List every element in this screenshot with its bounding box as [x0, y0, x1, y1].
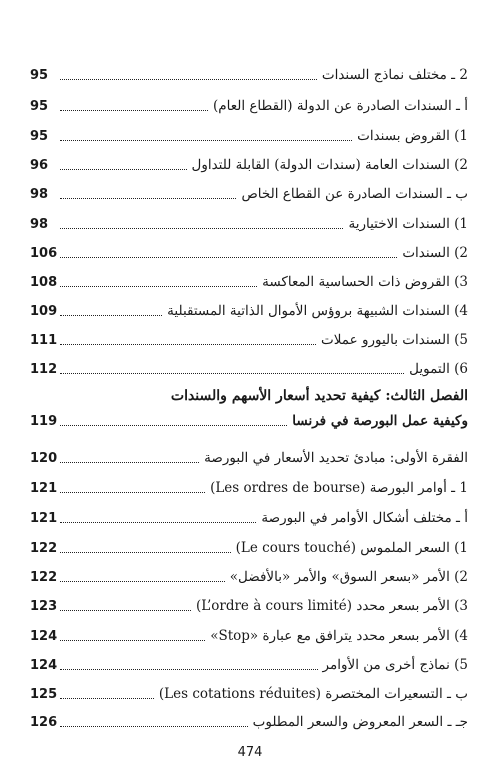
page-number: 474 — [237, 745, 263, 760]
toc-entry-text: 1) القروض بسندات — [357, 128, 468, 144]
toc-entry — [30, 297, 468, 321]
toc-page-number: 124 — [30, 658, 58, 673]
toc-entry — [30, 180, 468, 204]
toc-entry-text: 2) السندات العامة (سندات الدولة) القابلة للتداول — [191, 157, 468, 173]
toc-page-number: 121 — [30, 511, 58, 526]
toc-entry-text: 4) الأمر بسعر محدد يترافق مع عبارة «Stop» — [210, 628, 468, 644]
leader-dots — [60, 552, 231, 553]
leader-dots — [60, 462, 199, 463]
toc-entry — [30, 504, 468, 528]
toc-page-number: 124 — [30, 629, 58, 644]
toc-entry — [30, 474, 468, 498]
leader-dots — [60, 581, 225, 582]
toc-entry — [30, 407, 468, 431]
toc-page-number: 119 — [30, 414, 58, 429]
leader-dots — [60, 79, 317, 80]
toc-entry-text: ب ـ التسعيرات المختصرة (Les cotations réduites) — [158, 686, 468, 702]
leader-dots — [60, 425, 287, 426]
toc-entry — [30, 122, 468, 146]
toc-entry-text: أ ـ السندات الصادرة عن الدولة (القطاع العام) — [212, 98, 468, 114]
toc-page-number: 126 — [30, 715, 58, 730]
toc-entry — [30, 355, 468, 379]
toc-page-number: 108 — [30, 275, 58, 290]
toc-entry — [30, 563, 468, 587]
toc-entry — [30, 680, 468, 704]
toc-entry — [30, 592, 468, 616]
leader-dots — [60, 698, 154, 699]
chapter-heading: الفصل الثالث: كيفية تحديد أسعار الأسهم والسندات — [170, 388, 468, 404]
toc-page-number: 122 — [30, 570, 58, 585]
toc-entry — [30, 708, 468, 732]
toc-entry-text: ب ـ السندات الصادرة عن القطاع الخاص — [241, 186, 468, 202]
toc-entry — [30, 239, 468, 263]
toc-entry-text: أ ـ مختلف أشكال الأوامر في البورصة — [261, 510, 468, 526]
toc-page-number: 106 — [30, 246, 58, 261]
toc-page-number: 98 — [30, 187, 49, 202]
toc-entry — [30, 651, 468, 675]
toc-page-number: 112 — [30, 362, 58, 377]
leader-dots — [60, 669, 318, 670]
leader-dots — [60, 315, 162, 316]
toc-entry — [30, 92, 468, 116]
toc-entry-text: 6) التمويل — [409, 361, 468, 377]
toc-page-number: 120 — [30, 451, 58, 466]
leader-dots — [60, 726, 248, 727]
toc-entry — [30, 268, 468, 292]
toc-entry — [30, 210, 468, 234]
toc-entry-text: 1 ـ أوامر البورصة (Les ordres de bourse) — [210, 480, 468, 496]
toc-page-number: 123 — [30, 599, 58, 614]
leader-dots — [60, 169, 187, 170]
leader-dots — [60, 610, 191, 611]
leader-dots — [60, 286, 257, 287]
toc-page-number: 111 — [30, 333, 58, 348]
toc-entry-text: 3) الأمر بسعر محدد (L’ordre à cours limité) — [195, 598, 468, 614]
toc-page-number: 96 — [30, 158, 49, 173]
leader-dots — [60, 344, 316, 345]
toc-entry — [30, 534, 468, 558]
toc-entry-text: 1) السندات الاختيارية — [348, 216, 468, 232]
toc-entry-text: 2) السندات — [402, 245, 468, 261]
toc-page-number: 95 — [30, 129, 49, 144]
toc-entry-text: جـ ـ السعر المعروض والسعر المطلوب — [252, 714, 468, 730]
toc-entry — [30, 326, 468, 350]
toc-entry-text: 2 ـ مختلف نماذج السندات — [321, 67, 468, 83]
toc-entry-text: 1) السعر الملموس (Le cours touché) — [235, 540, 468, 556]
toc-entry-text: 5) السندات باليورو عملات — [321, 332, 468, 348]
toc-entry — [30, 444, 468, 468]
toc-entry-text: 2) الأمر «بسعر السوق» والأمر «بالأفضل» — [229, 569, 468, 585]
toc-entry-text: 5) نماذج أخرى من الأوامر — [322, 657, 468, 673]
toc-page-number: 121 — [30, 481, 58, 496]
leader-dots — [60, 140, 352, 141]
toc-page-number: 95 — [30, 68, 49, 83]
leader-dots — [60, 492, 205, 493]
toc-page-number: 125 — [30, 687, 58, 702]
toc-page-number: 109 — [30, 304, 58, 319]
leader-dots — [60, 522, 256, 523]
toc-entry-text: وكيفية عمل البورصة في فرنسا — [292, 413, 468, 429]
toc-entry-text: 3) القروض ذات الحساسية المعاكسة — [262, 274, 468, 290]
toc-entry — [30, 622, 468, 646]
leader-dots — [60, 373, 404, 374]
leader-dots — [60, 110, 208, 111]
leader-dots — [60, 640, 205, 641]
toc-entry-text: الفقرة الأولى: مبادئ تحديد الأسعار في البورصة — [204, 450, 468, 466]
toc-entry — [30, 61, 468, 85]
toc-page-number: 98 — [30, 217, 49, 232]
leader-dots — [60, 228, 343, 229]
toc-entry-text: 4) السندات الشبيهة بروؤس الأموال الذاتية المستقبلية — [167, 303, 468, 319]
toc-page-number: 95 — [30, 99, 49, 114]
leader-dots — [60, 198, 236, 199]
toc-entry — [30, 151, 468, 175]
leader-dots — [60, 257, 397, 258]
toc-page-number: 122 — [30, 541, 58, 556]
